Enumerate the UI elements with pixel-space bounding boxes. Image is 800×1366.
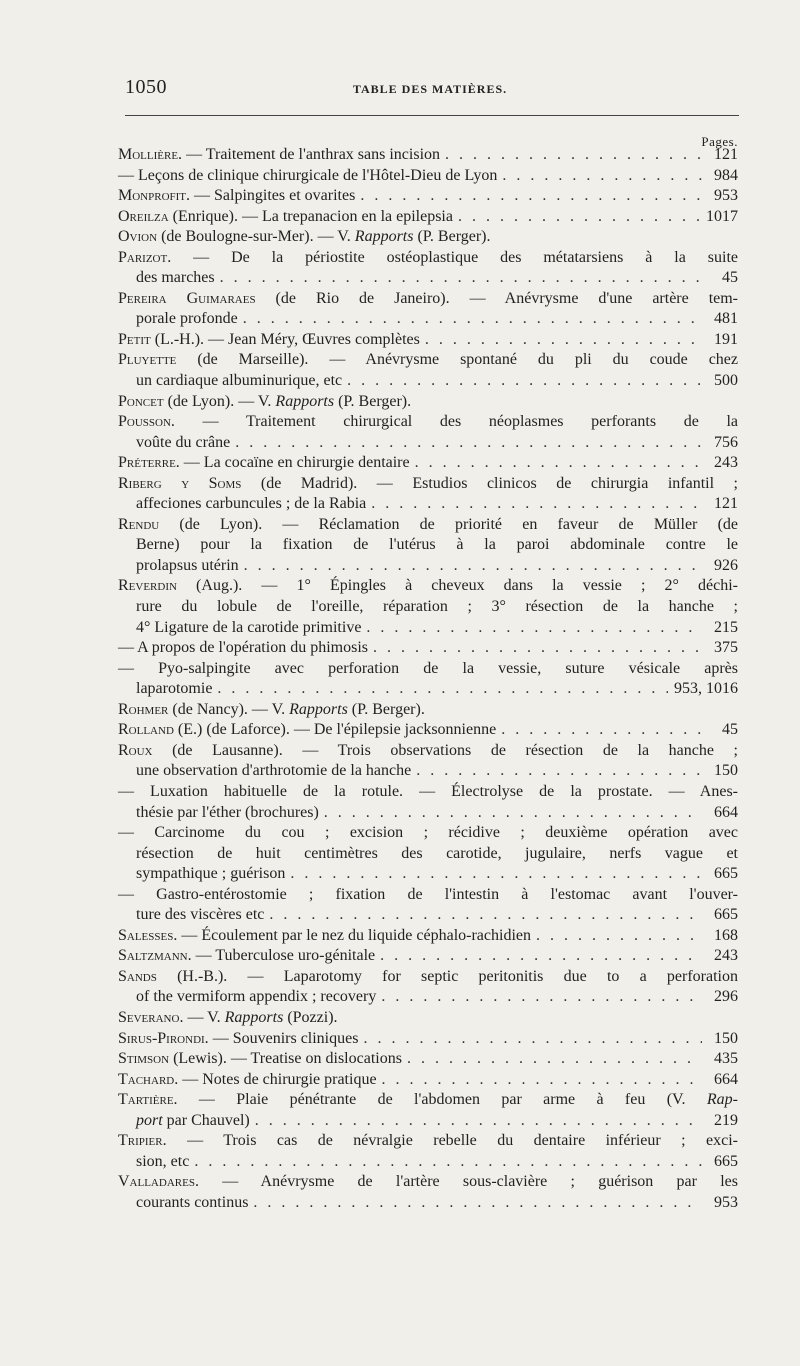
index-entry [118, 1029, 738, 1050]
entry-text: (de Lyon). — V. [163, 392, 276, 410]
entry-text: (Enrique). — La trepanacion en la epilepsia [168, 207, 453, 225]
entry-text: — Écoulement par le nez du liquide céphalo-rachidien [177, 926, 531, 944]
entry-page: 664 [714, 1070, 738, 1088]
entry-text: (de Rio de Janeiro). — Anévrysme d'une artère tem- [255, 289, 739, 307]
pages-column-label: Pages. [701, 134, 738, 149]
leader-dots [501, 720, 702, 741]
leader-dots [382, 1070, 702, 1091]
entry-page: 219 [714, 1111, 738, 1129]
entry-text: (P. Berger). [413, 228, 491, 246]
index-entry [118, 885, 738, 926]
entry-page: 756 [714, 433, 738, 451]
entry-page: 664 [714, 803, 738, 821]
entry-page: 243 [714, 454, 738, 472]
entry-text: (de Boulogne-sur-Mer). — V. [157, 228, 355, 246]
index-entry [118, 186, 738, 207]
entry-page: 296 [714, 988, 738, 1006]
index-entry [118, 289, 738, 330]
entry-text: — La cocaïne en chirurgie dentaire [179, 454, 410, 472]
entry-author: Parizot. [118, 248, 172, 266]
entry-text: (Aug.). — 1° Épingles à cheveux dans la vessie ; 2° déchi- [176, 577, 738, 595]
entry-text: — V. [183, 1008, 225, 1026]
entry-page: 121 [714, 146, 738, 163]
leader-dots [416, 761, 702, 782]
index-entry [118, 207, 738, 228]
entry-text: Berne) pour la fixation de l'utérus à la paroi abdominale contre le [136, 536, 738, 554]
entry-page: 45 [722, 269, 738, 287]
leader-dots [360, 186, 702, 207]
entry-text: (de Marseille). — Anévrysme spontané du pli du coude chez [176, 351, 738, 369]
index-entry [118, 1172, 738, 1213]
entry-text: (E.) (de Laforce). — De l'épilepsie jacksonnienne [173, 721, 497, 739]
leader-dots [324, 803, 702, 824]
entry-page: 665 [714, 865, 738, 883]
entry-author: Oreilza [118, 207, 169, 225]
entry-text: (de Lyon). — Réclamation de priorité en faveur de Müller (de [159, 515, 738, 533]
entry-author: Mollière. [118, 146, 183, 163]
entry-text: of the vermiform appendix ; recovery [136, 988, 377, 1006]
entry-italic: port [136, 1111, 163, 1129]
leader-dots [536, 926, 702, 947]
entry-text: — Carcinome du cou ; excision ; récidive ; deuxième opération avec [118, 824, 738, 842]
entry-page: 45 [722, 721, 738, 739]
index-entries [118, 145, 738, 1213]
entry-text: sion, etc [136, 1152, 190, 1170]
entry-page: 1017 [706, 207, 738, 225]
entry-text: (P. Berger). [347, 700, 425, 718]
entry-page: 481 [714, 310, 738, 328]
index-entry [118, 515, 738, 577]
entry-page: 984 [714, 166, 738, 184]
index-entry [118, 967, 738, 1008]
entry-author: Poncet [118, 392, 164, 410]
index-entry [118, 638, 738, 659]
leader-dots [363, 1029, 702, 1050]
index-entry [118, 350, 738, 391]
leader-dots [381, 987, 702, 1008]
entry-text: — Notes de chirurgie pratique [178, 1070, 377, 1088]
index-entry [118, 720, 738, 741]
entry-text: — Salpingites et ovarites [190, 187, 356, 205]
entry-text: — Gastro-entérostomie ; fixation de l'intestin à l'estomac avant l'ouver- [118, 885, 738, 903]
leader-dots [194, 1152, 702, 1173]
entry-author: Tripier. [118, 1132, 167, 1150]
entry-page: 191 [714, 330, 738, 348]
leader-dots [371, 494, 702, 515]
entry-author: Roux [118, 741, 153, 759]
leader-dots [220, 268, 702, 289]
entry-text: — Pyo-salpingite avec perforation de la vessie, suture vésicale après [118, 659, 738, 677]
header-rule [125, 115, 739, 116]
leader-dots [502, 166, 702, 187]
entry-text: (L.-H.). — Jean Méry, Œuvres complètes [150, 330, 420, 348]
index-entry [118, 412, 738, 453]
entry-author: Severano. [118, 1008, 184, 1026]
entry-text: (de Nancy). — V. [168, 700, 290, 718]
entry-author: Tachard. [118, 1070, 179, 1088]
entry-page: 665 [714, 1152, 738, 1170]
leader-dots [407, 1049, 702, 1070]
index-entry [118, 782, 738, 823]
entry-page: 500 [714, 372, 738, 390]
entry-page: 375 [714, 639, 738, 657]
entry-text: sympathique ; guérison [136, 865, 286, 883]
entry-page: 953, 1016 [674, 680, 738, 698]
entry-author: Rohmer [118, 700, 169, 718]
leader-dots [217, 679, 668, 700]
entry-text: — Traitement de l'anthrax sans incision [182, 146, 441, 163]
entry-text: voûte du crâne [136, 433, 231, 451]
leader-dots [269, 905, 702, 926]
leader-dots [373, 638, 702, 659]
index-entry [118, 453, 738, 474]
index-entry [118, 392, 738, 413]
entry-text: — Luxation habituelle de la rotule. — Électrolyse de la prostate. — Anes- [118, 782, 738, 800]
index-entry [118, 1008, 738, 1029]
entry-text: des marches [136, 269, 215, 287]
entry-italic: Rapports [275, 392, 335, 410]
entry-text: — Plaie pénétrante de l'abdomen par arme à feu (V. [177, 1091, 707, 1109]
entry-author: Tartière. [118, 1091, 178, 1109]
index-entry [118, 474, 738, 515]
entry-text: résection de huit centimètres des carotide, jugulaire, nerfs vague et [136, 844, 738, 862]
entry-page: 150 [714, 762, 738, 780]
leader-dots [253, 1193, 702, 1214]
index-entry [118, 659, 738, 700]
entry-text: — A propos de l'opération du phimosis [118, 639, 368, 657]
entry-text: — Leçons de clinique chirurgicale de l'Hôtel-Dieu de Lyon [118, 166, 498, 184]
entry-italic: Rap- [706, 1091, 738, 1109]
entry-text: (Lewis). — Treatise on dislocations [169, 1050, 402, 1068]
entry-page: 435 [714, 1050, 738, 1068]
leader-dots [366, 618, 702, 639]
entry-page: 215 [714, 618, 738, 636]
entry-author: Pluyette [118, 351, 177, 369]
entry-page: 953 [714, 187, 738, 205]
index-entry [118, 330, 738, 351]
entry-text: 4° Ligature de la carotide primitive [136, 618, 362, 636]
running-title: TABLE DES MATIÈRES. [352, 82, 508, 96]
entry-page: 168 [714, 926, 738, 944]
entry-italic: Rapports [289, 700, 348, 718]
entry-author: Salesses. [118, 926, 178, 944]
index-entry [118, 741, 738, 782]
entry-text: (Pozzi). [283, 1008, 338, 1026]
index-entry [118, 823, 738, 885]
index-entry [118, 227, 738, 248]
entry-text: par Chauvel) [162, 1111, 250, 1129]
entry-text: (de Madrid). — Estudios clinicos de chirurgia infantil ; [241, 474, 738, 492]
index-entry [118, 1049, 738, 1070]
leader-dots [290, 864, 702, 885]
entry-text: un cardiaque albuminurique, etc [136, 372, 343, 390]
leader-dots [244, 556, 702, 577]
entry-author: Petit [118, 330, 151, 348]
entry-text: — Souvenirs cliniques [208, 1029, 359, 1047]
entry-author: Monprofit. [118, 187, 191, 205]
entry-text: rure du lobule de l'oreille, réparation ; 3° résection de la hanche ; [136, 598, 738, 616]
entry-italic: Rapports [224, 1008, 284, 1026]
entry-author: Pereira Guimaraes [118, 289, 256, 307]
entry-text: laparotomie [136, 680, 213, 698]
entry-text: — Tuberculose uro-génitale [191, 947, 376, 965]
entry-text: (H.-B.). — Laparotomy for septic peritonitis due to a perforation [156, 967, 738, 985]
entry-text: courants continus [136, 1193, 249, 1211]
entry-text: — De la périostite ostéoplastique des métatarsiens à la suite [171, 248, 738, 266]
entry-text: (P. Berger). [334, 392, 412, 410]
entry-author: Rolland [118, 721, 174, 739]
entry-author: Rendu [118, 515, 160, 533]
entry-author: Riberg y Soms [118, 474, 242, 492]
leader-dots [380, 946, 702, 967]
leader-dots [235, 433, 702, 454]
entry-author: Pousson. [118, 413, 175, 431]
index-entry [118, 576, 738, 638]
leader-dots [415, 453, 702, 474]
index-entry [118, 1131, 738, 1172]
entry-author: Sirus-Pirondi. [118, 1029, 209, 1047]
index-entry [118, 1070, 738, 1091]
leader-dots [255, 1111, 702, 1132]
entry-author: Saltzmann. [118, 947, 192, 965]
entry-text: thésie par l'éther (brochures) [136, 803, 319, 821]
leader-dots [347, 371, 702, 392]
running-header [125, 76, 735, 102]
entry-text: (de Lausanne). — Trois observations de résection de la hanche ; [152, 741, 738, 759]
page-number: 1050 [125, 76, 167, 98]
entry-text: ture des viscères etc [136, 906, 265, 924]
entry-page: 953 [714, 1193, 738, 1211]
entry-author: Préterre. [118, 454, 180, 472]
entry-page: 150 [714, 1029, 738, 1047]
entry-text: affeciones carbuncules ; de la Rabia [136, 495, 367, 513]
entry-page: 121 [714, 495, 738, 513]
entry-text: — Trois cas de névralgie rebelle du dentaire inférieur ; exci- [166, 1132, 738, 1150]
leader-dots [425, 330, 702, 351]
entry-italic: Rapports [354, 228, 414, 246]
entry-page: 926 [714, 556, 738, 574]
entry-author: Valladares. [118, 1173, 199, 1191]
index-entry [118, 248, 738, 289]
entry-page: 243 [714, 947, 738, 965]
entry-page: 665 [714, 906, 738, 924]
entry-text: — Anévrysme de l'artère sous-clavière ; guérison par les [198, 1173, 738, 1191]
index-entry [118, 1090, 738, 1131]
entry-text: prolapsus utérin [136, 556, 239, 574]
index-entry [118, 700, 738, 721]
index-entry [118, 926, 738, 947]
index-entry [118, 145, 738, 166]
entry-author: Sands [118, 967, 157, 985]
entry-author: Stimson [118, 1050, 170, 1068]
leader-dots [445, 145, 702, 166]
entry-author: Ovion [118, 228, 158, 246]
entry-text: — Traitement chirurgical des néoplasmes perforants de la [174, 413, 738, 431]
index-entry [118, 946, 738, 967]
index-entry [118, 166, 738, 187]
entry-text: porale profonde [136, 310, 238, 328]
entry-author: Reverdin [118, 577, 177, 595]
leader-dots [243, 309, 702, 330]
entry-text: une observation d'arthrotomie de la hanche [136, 762, 412, 780]
leader-dots [458, 207, 700, 228]
